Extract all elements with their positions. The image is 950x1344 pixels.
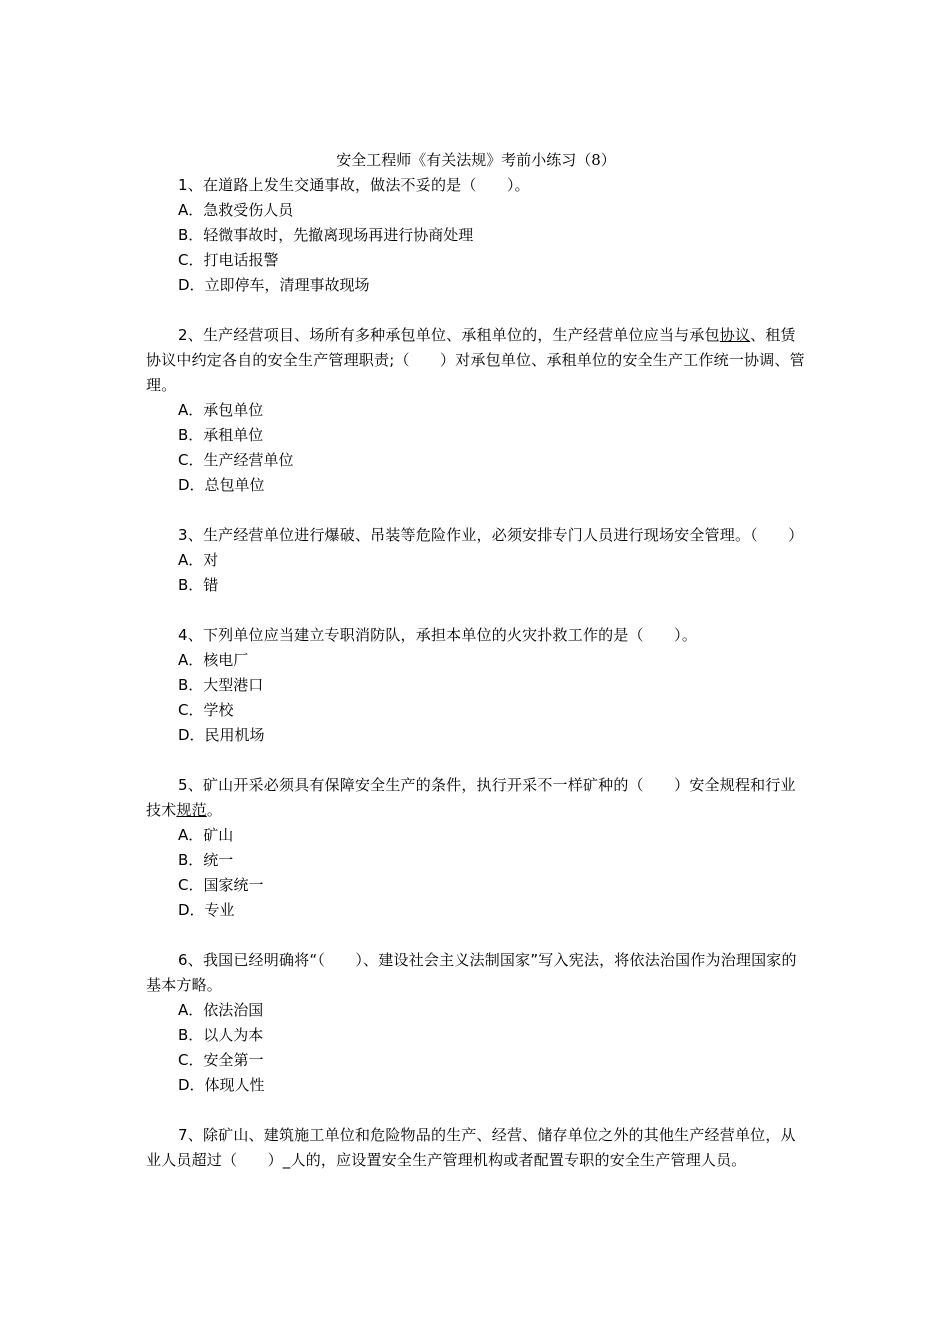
document-page — [146, 148, 806, 1173]
option-a: A．急救受伤人员 — [178, 201, 294, 219]
underlined-term: 协议 — [719, 326, 751, 344]
option-a: A．依法治国 — [178, 1001, 264, 1019]
question-2 — [146, 323, 806, 498]
question-stem: 1、在道路上发生交通事故，做法不妥的是（ ）。 — [178, 176, 530, 194]
option-d: D．民用机场 — [178, 726, 265, 744]
option-b: B．轻微事故时，先撤离现场再进行协商处理 — [178, 226, 474, 244]
question-7 — [146, 1123, 806, 1173]
question-stem: 6、我国已经明确将“（ ）、建设社会主义法制国家”写入宪法，将依法治国作为治理国家的基本方略。 — [146, 951, 797, 994]
option-a: A．对 — [178, 551, 219, 569]
option-b: B．承租单位 — [178, 426, 264, 444]
option-b: B．以人为本 — [178, 1026, 264, 1044]
option-d: D．体现人性 — [178, 1076, 265, 1094]
question-stem: 7、除矿山、建筑施工单位和危险物品的生产、经营、储存单位之外的其他生产经营单位，从业人员超过（ ）_人的，应设置安全生产管理机构或者配置专职的安全生产管理人员。 — [146, 1126, 796, 1169]
question-stem: 4、下列单位应当建立专职消防队，承担本单位的火灾扑救工作的是（ ）。 — [178, 626, 698, 644]
question-1 — [146, 173, 806, 298]
option-d: D．立即停车，清理事故现场 — [178, 276, 370, 294]
option-a: A．核电厂 — [178, 651, 249, 669]
option-b: B．统一 — [178, 851, 234, 869]
option-c: C．打电话报警 — [178, 251, 279, 269]
option-a: A．矿山 — [178, 826, 234, 844]
question-3 — [146, 523, 806, 598]
option-a: A．承包单位 — [178, 401, 264, 419]
option-c: C．学校 — [178, 701, 234, 719]
option-d: D．总包单位 — [178, 476, 265, 494]
page-title: 安全工程师《有关法规》考前小练习（8） — [336, 151, 616, 169]
question-6 — [146, 948, 806, 1098]
question-stem: 3、生产经营单位进行爆破、吊装等危险作业，必须安排专门人员进行现场安全管理。（ ） — [178, 526, 804, 544]
underlined-term: 规范 — [176, 801, 207, 819]
option-c: C．国家统一 — [178, 876, 264, 894]
question-stem: 5、矿山开采必须具有保障安全生产的条件，执行开采不一样矿种的（ ）安全规程和行业技术规范。 — [146, 776, 796, 819]
option-d: D．专业 — [178, 901, 235, 919]
question-stem: 2、生产经营项目、场所有多种承包单位、承租单位的，生产经营单位应当与承包协议、租赁协议中约定各自的安全生产管理职责;（ ）对承包单位、承租单位的安全生产工作统一协调、管理。 — [146, 326, 805, 394]
question-5 — [146, 773, 806, 923]
question-4 — [146, 623, 806, 748]
option-b: B．大型港口 — [178, 676, 264, 694]
option-c: C．安全第一 — [178, 1051, 264, 1069]
option-c: C．生产经营单位 — [178, 451, 294, 469]
option-b: B．错 — [178, 576, 219, 594]
